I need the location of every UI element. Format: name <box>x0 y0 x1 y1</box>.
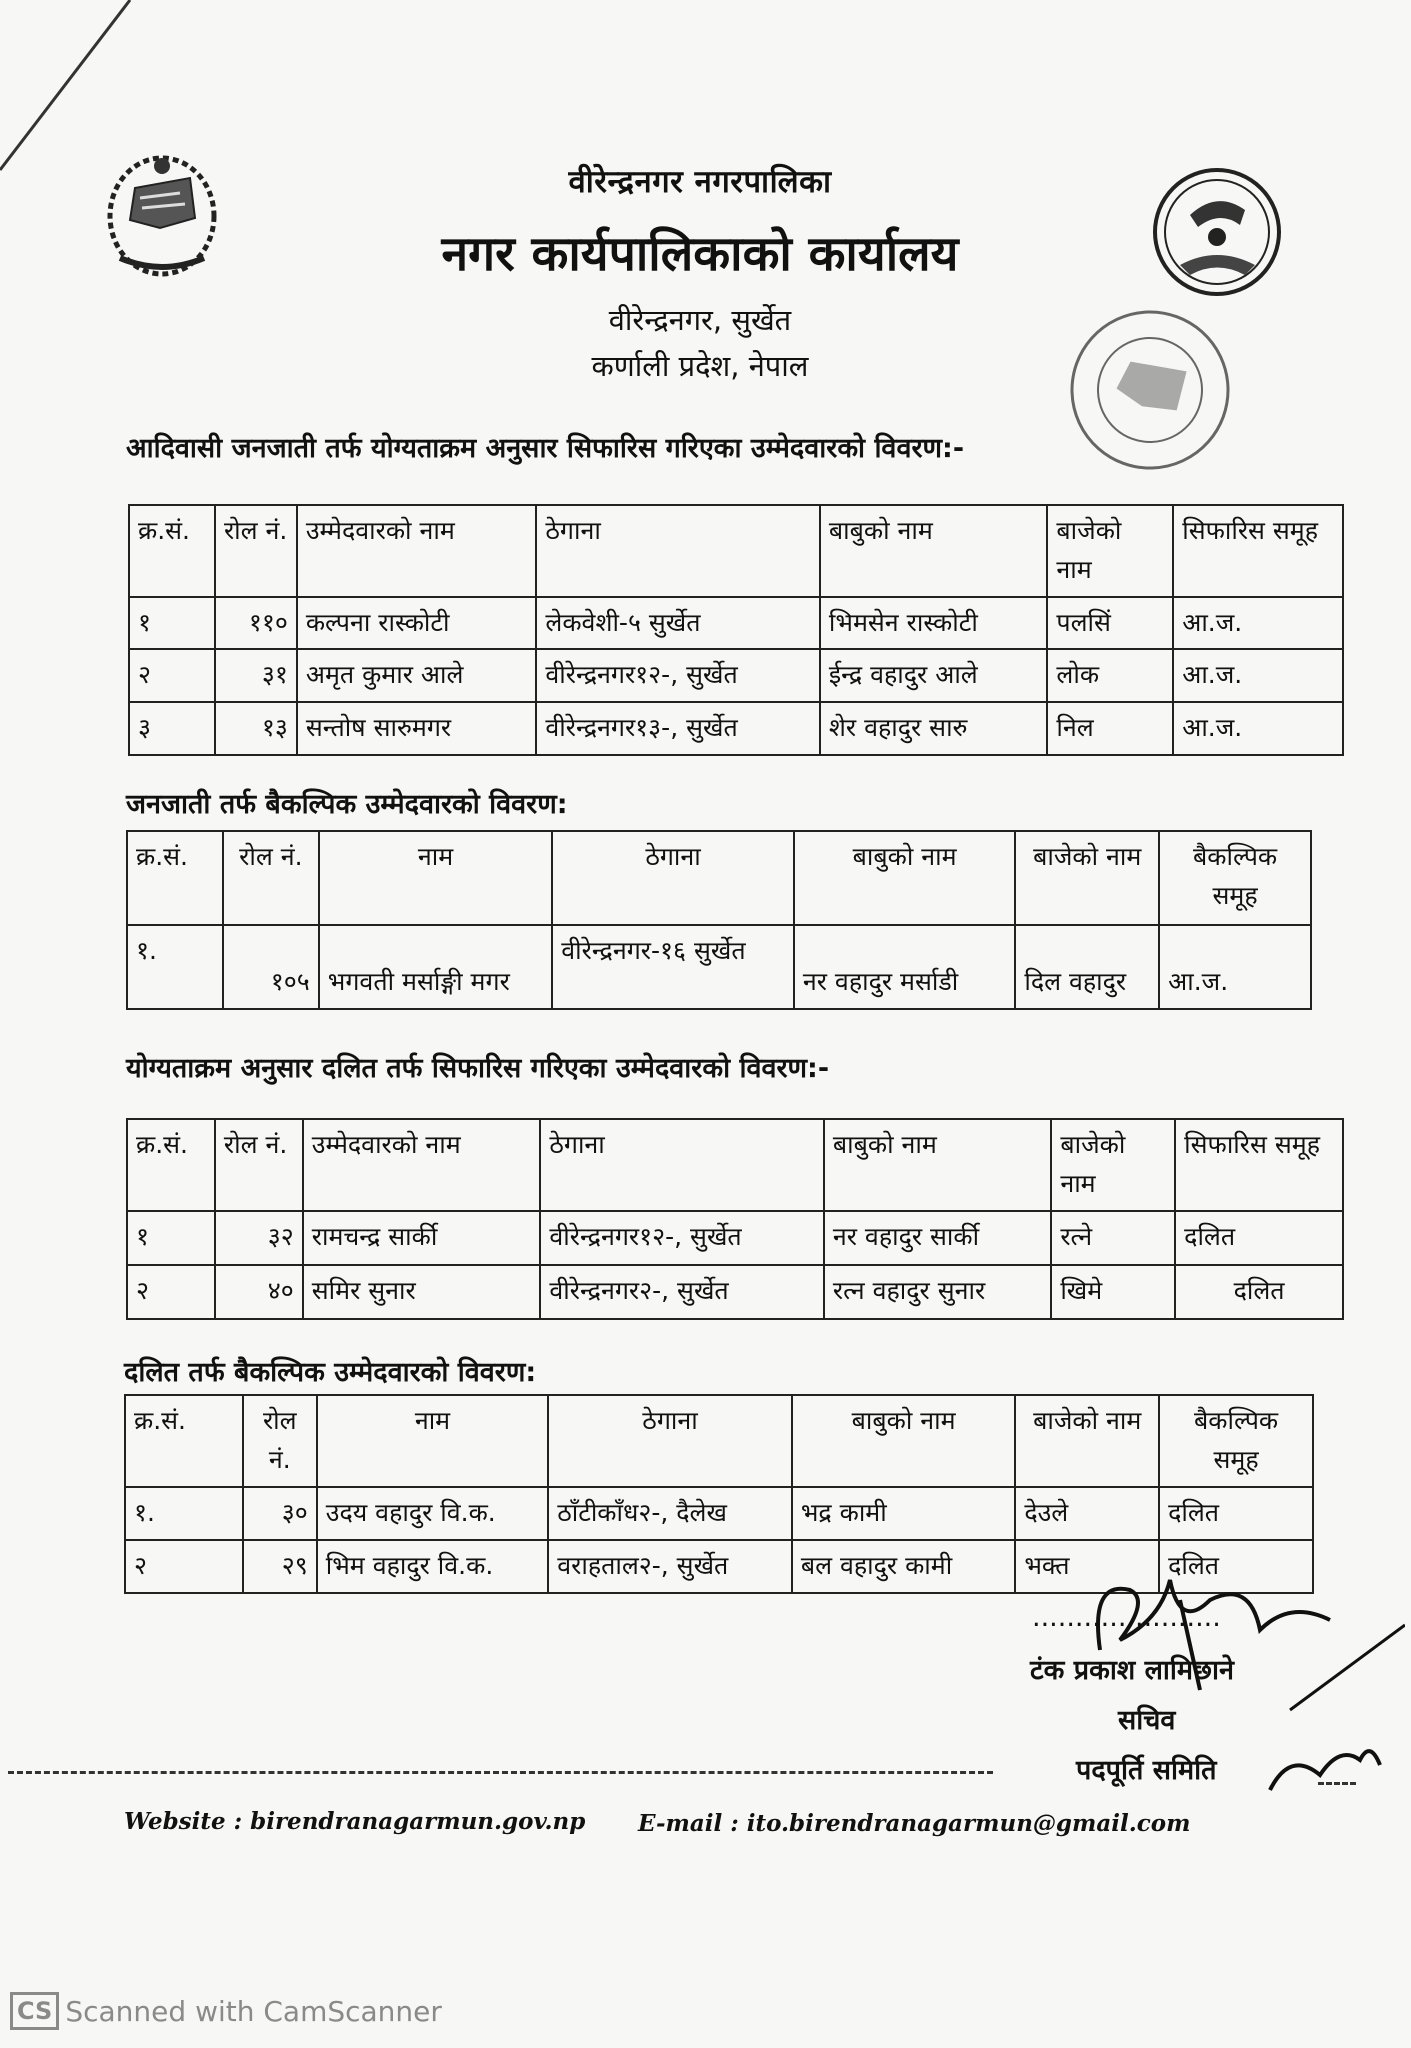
table-row <box>129 649 1343 702</box>
cell: दलित <box>1175 1211 1343 1265</box>
cell: देउले <box>1015 1487 1159 1540</box>
col-name: उम्मेदवारको नाम <box>303 1119 541 1211</box>
table-row <box>127 925 1311 1009</box>
cell: १३ <box>215 702 297 755</box>
signatory-title: सचिव <box>1118 1705 1176 1736</box>
cell: शेर वहादुर सारु <box>820 702 1047 755</box>
col-grandfather: बाजेको नाम <box>1051 1119 1175 1211</box>
table-row <box>125 1487 1313 1540</box>
col-address: ठेगाना <box>536 505 820 597</box>
table-row <box>129 702 1343 755</box>
cell: १ <box>129 597 215 650</box>
footer-divider-end <box>1318 1782 1356 1785</box>
signature-dots: ...................... <box>1032 1602 1221 1633</box>
cell: आ.ज. <box>1159 925 1311 1009</box>
cell: १ <box>127 1211 215 1265</box>
col-group: सिफारिस समूह <box>1173 505 1343 597</box>
col-name: उम्मेदवारको नाम <box>297 505 537 597</box>
cell: नर वहादुर मर्साडी <box>794 925 1015 1009</box>
col-father: बाबुको नाम <box>792 1395 1016 1487</box>
cell: दलित <box>1159 1487 1313 1540</box>
camscanner-logo-icon: CS <box>10 1992 59 2030</box>
cell: दिल वहादुर <box>1015 925 1159 1009</box>
office-city: वीरेन्द्रनगर, सुर्खेत <box>608 303 792 337</box>
col-roll: रोल नं. <box>243 1395 317 1487</box>
municipality-logo-icon <box>1150 165 1285 300</box>
office-title: नगर कार्यपालिकाको कार्यालय <box>441 226 959 282</box>
table-header-row <box>127 831 1311 925</box>
cell: ११० <box>215 597 297 650</box>
col-serial: क्र.सं. <box>125 1395 243 1487</box>
col-roll: रोल नं. <box>215 1119 303 1211</box>
camscanner-text: Scanned with CamScanner <box>65 1994 442 2028</box>
cell: आ.ज. <box>1173 649 1343 702</box>
table-header-row <box>125 1395 1313 1487</box>
cell: दलित <box>1159 1540 1313 1593</box>
cell: वीरेन्द्रनगर-१६ सुर्खेत <box>552 925 794 1009</box>
municipality-name: वीरेन्द्रनगर नगरपालिका <box>568 164 832 200</box>
cell: उदय वहादुर वि.क. <box>317 1487 548 1540</box>
table-janajati-alternate <box>126 830 1312 1010</box>
col-group: बैकल्पिक समूह <box>1159 1395 1313 1487</box>
cell: भगवती मर्साङ्गी मगर <box>319 925 552 1009</box>
col-serial: क्र.सं. <box>127 831 223 925</box>
signatory-name: टंक प्रकाश लामिछाने <box>1030 1655 1234 1686</box>
cell: खिमे <box>1051 1265 1175 1319</box>
col-grandfather: बाजेको नाम <box>1047 505 1173 597</box>
cell: लोक <box>1047 649 1173 702</box>
cell: भक्त <box>1015 1540 1159 1593</box>
col-serial: क्र.सं. <box>127 1119 215 1211</box>
nepal-emblem-icon <box>100 148 225 283</box>
cell: लेकवेशी-५ सुर्खेत <box>536 597 820 650</box>
committee-name: पदपूर्ति समिति <box>1076 1755 1217 1786</box>
cell: भिम वहादुर वि.क. <box>317 1540 548 1593</box>
cell: वीरेन्द्रनगर२-, सुर्खेत <box>540 1265 824 1319</box>
cell: २ <box>127 1265 215 1319</box>
cell: अमृत कुमार आले <box>297 649 537 702</box>
cell: ४० <box>215 1265 303 1319</box>
table-row <box>127 1265 1343 1319</box>
footer-divider <box>8 1771 993 1774</box>
col-roll: रोल नं. <box>215 505 297 597</box>
table-janajati-recommended <box>128 504 1344 756</box>
col-serial: क्र.सं. <box>129 505 215 597</box>
cell: नर वहादुर सार्की <box>824 1211 1051 1265</box>
col-address: ठेगाना <box>552 831 794 925</box>
office-province: कर्णाली प्रदेश, नेपाल <box>591 349 809 383</box>
cell: ठाँटीकाँध२-, दैलेख <box>548 1487 792 1540</box>
office-stamp-icon <box>1060 300 1240 480</box>
col-grandfather: बाजेको नाम <box>1015 1395 1159 1487</box>
section-title-dalit-recommended: योग्यताक्रम अनुसार दलित तर्फ सिफारिस गरिएका उम्मेदवारको विवरण:- <box>126 1053 830 1084</box>
col-father: बाबुको नाम <box>824 1119 1051 1211</box>
table-row <box>127 1211 1343 1265</box>
cell: ३१ <box>215 649 297 702</box>
cell: १०५ <box>223 925 319 1009</box>
cell: भद्र कामी <box>792 1487 1016 1540</box>
footer-email: E-mail : ito.birendranagarmun@gmail.com <box>638 1810 1191 1837</box>
col-address: ठेगाना <box>540 1119 824 1211</box>
cell: पलसिं <box>1047 597 1173 650</box>
col-roll: रोल नं. <box>223 831 319 925</box>
cell: समिर सुनार <box>303 1265 541 1319</box>
cell: रामचन्द्र सार्की <box>303 1211 541 1265</box>
col-address: ठेगाना <box>548 1395 792 1487</box>
col-group: सिफारिस समूह <box>1175 1119 1343 1211</box>
cell: वीरेन्द्रनगर१३-, सुर्खेत <box>536 702 820 755</box>
col-group: बैकल्पिक समूह <box>1159 831 1311 925</box>
cell: आ.ज. <box>1173 702 1343 755</box>
table-dalit-recommended <box>126 1118 1344 1320</box>
cell: वीरेन्द्रनगर१२-, सुर्खेत <box>540 1211 824 1265</box>
cell: १. <box>127 925 223 1009</box>
table-row <box>129 597 1343 650</box>
cell: वराहताल२-, सुर्खेत <box>548 1540 792 1593</box>
footer-website: Website : birendranagarmun.gov.np <box>124 1808 586 1835</box>
cell: ३ <box>129 702 215 755</box>
table-header-row <box>129 505 1343 597</box>
col-grandfather: बाजेको नाम <box>1015 831 1159 925</box>
cell: आ.ज. <box>1173 597 1343 650</box>
cell: रत्न वहादुर सुनार <box>824 1265 1051 1319</box>
cell: ३० <box>243 1487 317 1540</box>
cell: २ <box>125 1540 243 1593</box>
cell: कल्पना रास्कोटी <box>297 597 537 650</box>
section-title-dalit-alternate: दलित तर्फ बैकल्पिक उम्मेदवारको विवरण: <box>124 1357 537 1388</box>
camscanner-watermark <box>10 1992 442 2030</box>
cell: दलित <box>1175 1265 1343 1319</box>
cell: भिमसेन रास्कोटी <box>820 597 1047 650</box>
cell: २९ <box>243 1540 317 1593</box>
col-father: बाबुको नाम <box>820 505 1047 597</box>
cell: वीरेन्द्रनगर१२-, सुर्खेत <box>536 649 820 702</box>
cell: बल वहादुर कामी <box>792 1540 1016 1593</box>
col-name: नाम <box>319 831 552 925</box>
section-title-janajati-recommended: आदिवासी जनजाती तर्फ योग्यताक्रम अनुसार सिफारिस गरिएका उम्मेदवारको विवरण:- <box>126 433 965 464</box>
cell: ३२ <box>215 1211 303 1265</box>
col-father: बाबुको नाम <box>794 831 1015 925</box>
section-title-janajati-alternate: जनजाती तर्फ बैकल्पिक उम्मेदवारको विवरण: <box>126 789 568 820</box>
cell: २ <box>129 649 215 702</box>
cell: निल <box>1047 702 1173 755</box>
cell: सन्तोष सारुमगर <box>297 702 537 755</box>
cell: ईन्द्र वहादुर आले <box>820 649 1047 702</box>
table-header-row <box>127 1119 1343 1211</box>
cell: १. <box>125 1487 243 1540</box>
cell: रत्ने <box>1051 1211 1175 1265</box>
col-name: नाम <box>317 1395 548 1487</box>
